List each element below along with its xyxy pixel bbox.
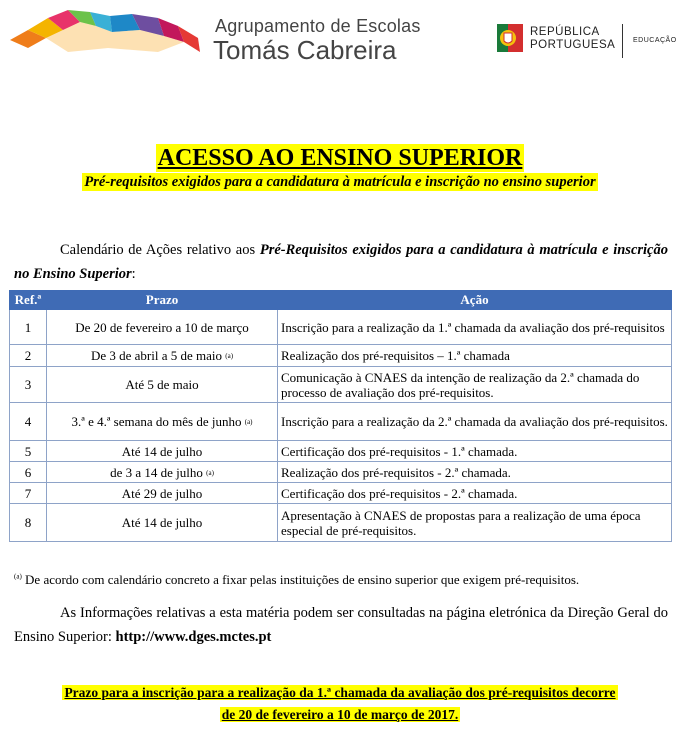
row-prazo-cell xyxy=(47,345,278,367)
footnote-mark: (a) xyxy=(225,352,234,360)
header-acao: Ação xyxy=(278,291,672,310)
row-prazo: de 3 a 14 de julho xyxy=(110,464,203,480)
republic-coat-of-arms-icon xyxy=(497,22,525,54)
row-prazo: Até 14 de julho xyxy=(47,441,278,462)
table-row xyxy=(10,441,672,462)
row-ref: 7 xyxy=(10,483,47,504)
page-subtitle: Pré-requisitos exigidos para a candidatura à matrícula e inscrição no ensino superior xyxy=(84,174,596,190)
row-prazo: Até 29 de julho xyxy=(47,483,278,504)
republic-name xyxy=(530,26,615,52)
row-ref: 6 xyxy=(10,462,47,483)
row-acao: Realização dos pré-requisitos – 1.ª chamada xyxy=(278,345,672,367)
ministry-name: EDUCAÇÃO xyxy=(633,37,677,44)
table-row xyxy=(10,504,672,542)
row-prazo-cell xyxy=(47,462,278,483)
row-prazo: 3.ª e 4.ª semana do mês de junho xyxy=(71,414,242,429)
footnote-mark: (a) xyxy=(206,468,214,477)
calendar-table xyxy=(9,290,672,542)
info-text: As Informações relativas a esta matéria podem ser consultadas na página eletrónica da Direção Geral do Ensino Superior: xyxy=(14,605,668,645)
row-prazo: Até 5 de maio xyxy=(47,367,278,403)
footnote-mark: (a) xyxy=(244,418,253,426)
row-ref: 8 xyxy=(10,504,47,542)
republic-line2: PORTUGUESA xyxy=(530,39,616,51)
intro-paragraph xyxy=(14,238,668,286)
intro-emphasis: Pré-Requisitos exigidos para a candidatura à matrícula e inscrição no Ensino Superior xyxy=(14,242,668,282)
row-ref: 3 xyxy=(10,367,47,403)
deadline-line1: Prazo para a inscrição para a realização da 1.ª chamada da avaliação dos pré-requisitos decorre xyxy=(64,685,616,700)
intro-colon: : xyxy=(131,266,136,282)
row-acao: Certificação dos pré-requisitos - 2.ª chamada. xyxy=(278,483,672,504)
row-prazo: Até 14 de julho xyxy=(47,504,278,542)
dges-link[interactable]: http://www.dges.mctes.pt xyxy=(115,629,272,645)
row-prazo: De 3 de abril a 5 de maio xyxy=(90,348,222,363)
table-row xyxy=(10,403,672,441)
row-prazo-cell xyxy=(47,403,278,441)
row-acao: Realização dos pré-requisitos - 2.ª chamada. xyxy=(278,462,672,483)
row-ref: 5 xyxy=(10,441,47,462)
page-header xyxy=(0,0,680,80)
row-acao: Comunicação à CNAES da intenção de realização da 2.ª chamada do processo de avaliação dos pré-requisitos. xyxy=(278,367,672,403)
row-acao: Inscrição para a realização da 1.ª chamada da avaliação dos pré-requisitos xyxy=(278,310,672,345)
table-row xyxy=(10,367,672,403)
info-paragraph xyxy=(14,601,668,649)
table-row xyxy=(10,310,672,345)
header-divider xyxy=(622,24,623,58)
header-ref: Ref.ª xyxy=(10,291,47,310)
row-ref: 1 xyxy=(10,310,47,345)
footnote xyxy=(14,572,579,588)
row-ref: 2 xyxy=(10,345,47,367)
row-prazo: De 20 de fevereiro a 10 de março xyxy=(47,310,278,345)
republic-line1: REPÚBLICA xyxy=(530,26,600,38)
intro-text: Calendário de Ações relativo aos xyxy=(60,242,260,258)
school-name-line1: Agrupamento de Escolas xyxy=(215,16,421,36)
table-row xyxy=(10,483,672,504)
row-ref: 4 xyxy=(10,403,47,441)
row-acao: Apresentação à CNAES de propostas para a realização de uma época especial de pré-requisitos. xyxy=(278,504,672,542)
deadline-notice xyxy=(0,682,680,726)
table-header-row xyxy=(10,291,672,310)
school-logo-icon xyxy=(8,8,208,68)
table-row xyxy=(10,345,672,367)
table-row xyxy=(10,462,672,483)
row-acao: Inscrição para a realização da 2.ª chamada da avaliação dos pré-requisitos. xyxy=(278,403,672,441)
header-prazo: Prazo xyxy=(47,291,278,310)
footnote-text: De acordo com calendário concreto a fixar pelas instituições de ensino superior que exigem pré-requisitos. xyxy=(25,572,580,587)
deadline-line2: de 20 de fevereiro a 10 de março de 2017. xyxy=(221,707,459,722)
school-name-line2: Tomás Cabreira xyxy=(213,35,397,65)
row-acao: Certificação dos pré-requisitos - 1.ª chamada. xyxy=(278,441,672,462)
page-title: ACESSO AO ENSINO SUPERIOR xyxy=(157,145,523,171)
footnote-mark: (a) xyxy=(14,572,22,581)
